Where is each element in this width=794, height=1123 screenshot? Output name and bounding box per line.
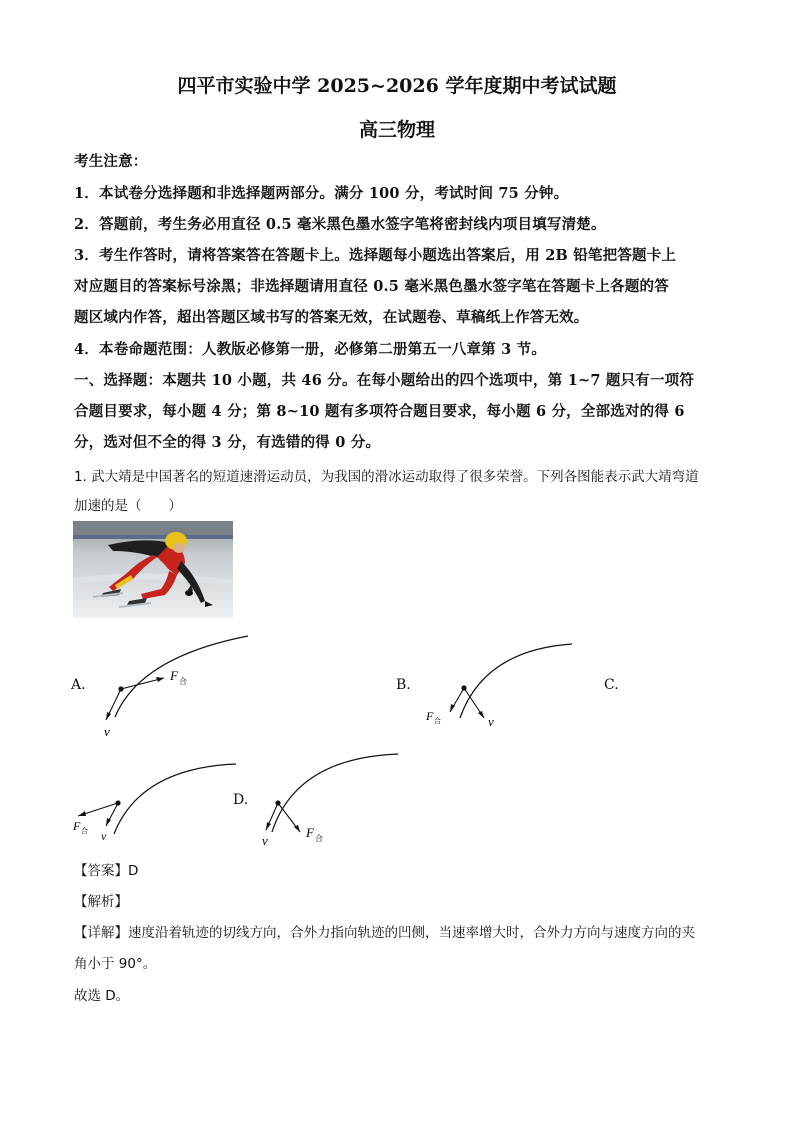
analysis-heading: 【解析】 [74, 894, 128, 910]
notice-item-3-cont: 对应题目的答案标号涂黑；非选择题请用直径 0.5 毫米黑色墨水签字笔在答题卡上各题的答 [74, 278, 669, 295]
velocity-label: v [262, 833, 268, 848]
skater-photo [73, 521, 233, 618]
force-label: F [170, 668, 178, 683]
notice-item-2: 2．答题前，考生务必用直径 0.5 毫米黑色墨水签字笔将密封线内项目填写清楚。 [74, 216, 606, 233]
option-c-diagram[interactable] [70, 760, 240, 848]
notice-heading: 考生注意： [74, 153, 148, 170]
option-c-label[interactable]: C. [604, 677, 619, 693]
notice-item-4: 4．本卷命题范围：人教版必修第一册，必修第二册第五一八章第 3 节。 [74, 341, 547, 358]
velocity-label: v [104, 724, 110, 739]
option-b-diagram[interactable] [420, 638, 580, 738]
question-stem-1: 1. 武大靖是中国著名的短道速滑运动员，为我国的滑冰运动取得了很多荣誉。下列各图能表示武大靖弯道 [74, 469, 699, 485]
notice-item-3: 3．考生作答时，请将答案答在答题卡上。选择题每小题选出答案后，用 2B 铅笔把答题卡上 [74, 247, 677, 264]
option-d-label[interactable]: D. [233, 792, 249, 808]
exam-title: 四平市实验中学 2025~2026 学年度期中考试试题 [177, 75, 617, 97]
notice-item-1: 1．本试卷分选择题和非选择题两部分。满分 100 分，考试时间 75 分钟。 [74, 185, 569, 202]
force-subscript: 合 [315, 834, 323, 843]
notice-item-3-cont2: 题区域内作答，超出答题区域书写的答案无效，在试题卷、草稿纸上作答无效。 [74, 309, 589, 326]
section-instructions-2: 合题目要求，每小题 4 分；第 8~10 题有多项符合题目要求，每小题 6 分，全部选对的得 6 [74, 403, 685, 420]
force-subscript: 合 [434, 717, 441, 725]
force-label: F [426, 709, 434, 723]
detail-line-1: 【详解】速度沿着轨迹的切线方向，合外力指向轨迹的凹侧，当速率增大时，合外力方向与速度方向的夹 [74, 925, 695, 941]
force-label: F [73, 819, 81, 833]
option-b-label[interactable]: B. [396, 677, 411, 693]
option-d-diagram[interactable] [256, 748, 416, 850]
answer-line: 【答案】D [74, 863, 139, 879]
section-instructions-1: 一、选择题：本题共 10 小题，共 46 分。在每小题给出的四个选项中，第 1~7 题只有一项符 [74, 372, 695, 389]
velocity-label: v [488, 714, 494, 729]
section-instructions-3: 分，选对但不全的得 3 分，有选错的得 0 分。 [74, 434, 381, 451]
option-a-diagram[interactable] [100, 632, 260, 742]
question-stem-2: 加速的是（ ） [74, 498, 182, 514]
force-label: F [306, 825, 314, 840]
detail-line-2: 角小于 90°。 [74, 956, 157, 972]
velocity-label: v [101, 829, 107, 843]
exam-subtitle: 高三物理 [358, 119, 435, 141]
option-a-label[interactable]: A. [71, 677, 86, 693]
conclusion: 故选 D。 [74, 988, 130, 1004]
force-subscript: 合 [81, 827, 88, 835]
force-subscript: 合 [179, 677, 187, 686]
trajectory-curve [114, 764, 236, 834]
